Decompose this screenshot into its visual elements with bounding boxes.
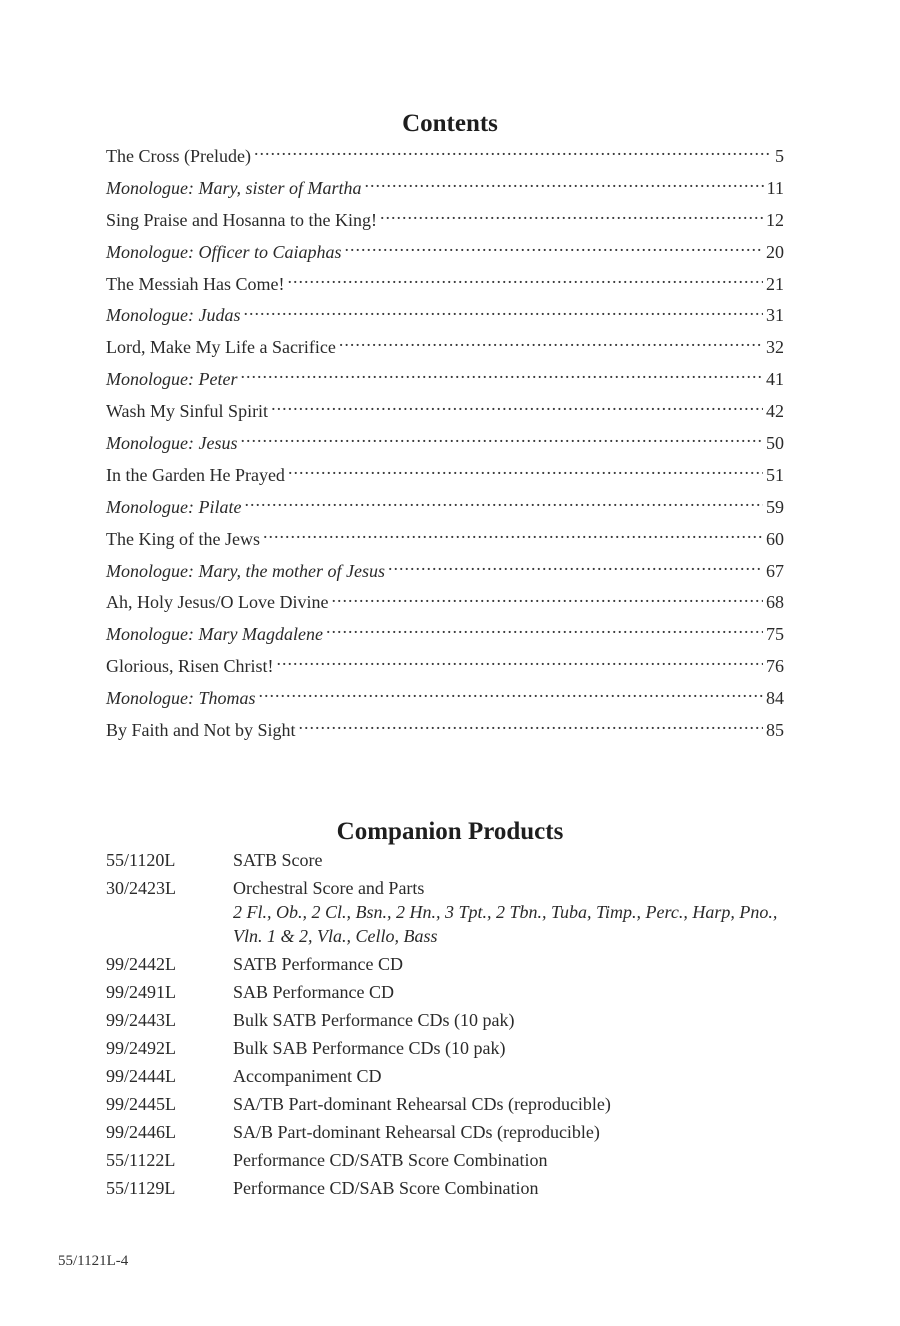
- product-name: Accompaniment CD: [233, 1066, 382, 1086]
- toc-entry-page: 5: [775, 146, 784, 166]
- dot-leader: [271, 399, 763, 417]
- toc-entry-title: The King of the Jews: [106, 528, 260, 549]
- product-row: [106, 1176, 806, 1200]
- toc-entry: [106, 332, 784, 364]
- product-code: 55/1120L: [106, 850, 176, 870]
- product-code: 99/2442L: [106, 954, 176, 974]
- toc-entry-title: The Cross (Prelude): [106, 146, 251, 166]
- product-name: Performance CD/SAB Score Combination: [233, 1178, 539, 1198]
- dot-leader: [244, 495, 763, 513]
- dot-leader: [263, 527, 763, 545]
- dot-leader: [339, 335, 763, 353]
- product-name: SATB Score: [233, 850, 323, 870]
- companion-products-heading: Companion Products: [336, 818, 564, 845]
- toc-entry: [106, 364, 784, 396]
- product-name: Bulk SAB Performance CDs (10 pak): [233, 1038, 506, 1058]
- companion-products-list: [106, 848, 806, 1204]
- product-code: 55/1122L: [106, 1150, 176, 1170]
- product-code: 99/2444L: [106, 1066, 176, 1086]
- product-name: SATB Performance CD: [233, 954, 403, 974]
- product-code: 99/2492L: [106, 1038, 176, 1058]
- dot-leader: [388, 559, 763, 577]
- dot-leader: [299, 718, 763, 736]
- page-footer-code: 55/1121L-4: [58, 1253, 129, 1269]
- product-row: [106, 1036, 806, 1060]
- product-row: [106, 1092, 806, 1116]
- product-name: Orchestral Score and Parts: [233, 878, 425, 898]
- toc-entry-page: 84: [766, 688, 784, 709]
- dot-leader: [331, 590, 763, 608]
- toc-entry: [106, 269, 784, 301]
- dot-leader: [380, 208, 763, 226]
- toc-entry: [106, 237, 784, 269]
- toc-entry: [106, 587, 784, 619]
- product-row: [106, 848, 806, 872]
- toc-entry: [106, 556, 784, 588]
- toc-entry: [106, 205, 784, 237]
- dot-leader: [288, 463, 763, 481]
- dot-leader: [287, 272, 763, 290]
- product-name: SAB Performance CD: [233, 982, 394, 1002]
- toc-entry: [106, 396, 784, 428]
- product-row: [106, 1120, 806, 1144]
- toc-entry-page: 11: [766, 177, 784, 198]
- dot-leader: [326, 622, 763, 640]
- product-row: [106, 1064, 806, 1088]
- product-code: 99/2445L: [106, 1094, 176, 1114]
- toc-entry: [106, 460, 784, 492]
- toc-entry-page: 75: [766, 624, 784, 645]
- dot-leader: [259, 686, 764, 704]
- table-of-contents: [106, 141, 784, 747]
- product-row: [106, 1148, 806, 1172]
- product-instrumentation: 2 Fl., Ob., 2 Cl., Bsn., 2 Hn., 3 Tpt., 2 Tbn., Tuba, Timp., Perc., Harp, Pno., Vln. 1 & 2, Vla., Cello, Bass: [233, 902, 778, 946]
- toc-entry-title: By Faith and Not by Sight: [106, 720, 296, 741]
- toc-entry-page: 60: [766, 528, 784, 549]
- toc-entry: [106, 141, 784, 173]
- toc-entry-title: Monologue: Peter: [106, 369, 238, 390]
- product-name: SA/TB Part-dominant Rehearsal CDs (reproducible): [233, 1094, 611, 1114]
- toc-entry-page: 68: [766, 592, 784, 613]
- toc-entry-title: Sing Praise and Hosanna to the King!: [106, 209, 377, 230]
- product-code: 99/2443L: [106, 1010, 176, 1030]
- toc-entry-title: Monologue: Mary Magdalene: [106, 624, 323, 645]
- toc-entry-title: Monologue: Jesus: [106, 433, 238, 454]
- product-code: 99/2491L: [106, 982, 176, 1002]
- toc-entry-title: Lord, Make My Life a Sacrifice: [106, 337, 336, 358]
- toc-entry-title: Monologue: Pilate: [106, 496, 242, 517]
- toc-entry: [106, 619, 784, 651]
- toc-entry-title: Monologue: Thomas: [106, 688, 256, 709]
- toc-entry-page: 51: [766, 464, 784, 485]
- toc-entry-page: 76: [766, 656, 784, 677]
- toc-entry: [106, 524, 784, 556]
- product-row: [106, 876, 806, 948]
- product-code: 99/2446L: [106, 1122, 176, 1142]
- toc-entry: [106, 428, 784, 460]
- product-name: Performance CD/SATB Score Combination: [233, 1150, 548, 1170]
- toc-entry: [106, 492, 784, 524]
- toc-entry: [106, 651, 784, 683]
- toc-entry-page: 42: [766, 401, 784, 422]
- toc-entry-title: Wash My Sinful Spirit: [106, 401, 269, 422]
- dot-leader: [344, 240, 763, 258]
- product-row: [106, 952, 806, 976]
- toc-entry-page: 41: [766, 369, 784, 390]
- product-code: 55/1129L: [106, 1178, 176, 1198]
- toc-entry-title: Ah, Holy Jesus/O Love Divine: [106, 592, 329, 613]
- dot-leader: [240, 367, 763, 385]
- product-name: Bulk SATB Performance CDs (10 pak): [233, 1010, 515, 1030]
- toc-entry: [106, 173, 784, 205]
- toc-entry-title: Monologue: Mary, sister of Martha: [106, 177, 362, 198]
- product-name: SA/B Part-dominant Rehearsal CDs (reproducible): [233, 1122, 600, 1142]
- product-code: 30/2423L: [106, 878, 176, 898]
- product-row: [106, 980, 806, 1004]
- toc-entry-title: Monologue: Mary, the mother of Jesus: [106, 560, 385, 581]
- dot-leader: [277, 654, 763, 672]
- dot-leader: [240, 431, 763, 449]
- toc-entry-title: In the Garden He Prayed: [106, 464, 285, 485]
- toc-entry-page: 50: [766, 433, 784, 454]
- contents-heading: Contents: [402, 110, 498, 137]
- product-row: [106, 1008, 806, 1032]
- toc-entry-page: 31: [766, 305, 784, 326]
- toc-entry-page: 85: [766, 720, 784, 741]
- toc-entry: [106, 715, 784, 747]
- toc-entry-page: 20: [766, 241, 784, 262]
- toc-entry-page: 21: [766, 273, 784, 294]
- toc-entry-title: Monologue: Officer to Caiaphas: [106, 241, 342, 262]
- toc-entry: [106, 683, 784, 715]
- dot-leader: [243, 303, 763, 321]
- toc-entry-title: Glorious, Risen Christ!: [106, 656, 274, 677]
- toc-entry-page: 67: [766, 560, 784, 581]
- dot-leader: [254, 144, 772, 162]
- toc-entry: [106, 300, 784, 332]
- dot-leader: [364, 176, 763, 194]
- toc-entry-title: Monologue: Judas: [106, 305, 241, 326]
- toc-entry-page: 32: [766, 337, 784, 358]
- toc-entry-title: The Messiah Has Come!: [106, 273, 285, 294]
- toc-entry-page: 12: [766, 209, 784, 230]
- toc-entry-page: 59: [766, 496, 784, 517]
